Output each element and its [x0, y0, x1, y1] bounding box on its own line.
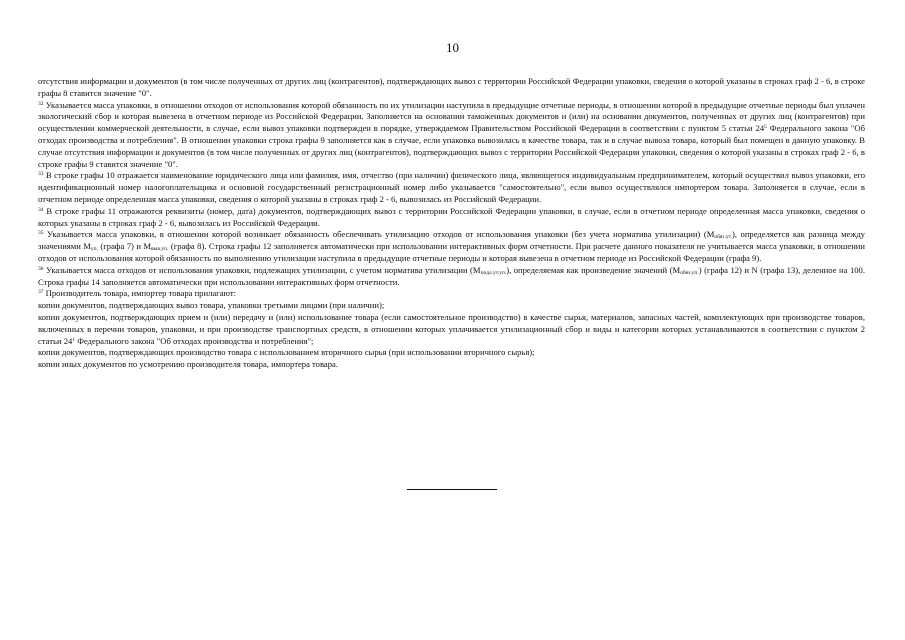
footnote-36: $^{36}$ Указывается масса отходов от использования упаковки, подлежащих утилизации, с учетом норматива утилизации $(М_{подл.ут.уп.})$, определяемая как произведение значений $(М_{обяз.уп.})$ (графа 12) и N (графа 13), деленное на 100. Строка графы 14 заполняется автоматически при использовании интерактивных форм отчетности. — [38, 264, 865, 287]
footnote-marker: 32 — [38, 100, 44, 107]
attachment-item: копии иных документов по усмотрению производителя товара, импортера товара. — [38, 359, 338, 370]
footnote-marker: 35 — [38, 230, 44, 237]
footnote-33: $^{33}$ В строке графы 10 отражается наименование юридического лица или фамилия, имя, отчество (при наличии) физического лица, являющегося индивидуальным предпринимателем, который осуществил вывоз упаковки, его идентификационный номер налогоплательщика и основной государственный регистрационный номер либо указывается "самостоятельно", если вывоз осуществлялся импортером товара. Заполняется в случае, если в отчетном периоде определенная масса упаковки, сведения о которой указаны в строках граф 2 - 6, вывозилась из Российской Федерации. — [38, 170, 865, 204]
page-number: 10 — [446, 40, 459, 55]
attachment-item: копии документов, подтверждающих прием и (или) передачу и (или) использование товара (если самостоятельное производство) в качестве сырья, материалов, запасных частей, комплектующих при производстве товаров, включенных в перечни товаров, упаковки, и при производстве транспортных средств, в отношении которых уплачивается утилизационный сбор и виды и категории которых устанавливаются в соответствии с пунктом 2 статьи $24^1$ Федерального закона "Об отходах производства и потребления"; — [38, 311, 865, 346]
end-rule — [407, 489, 497, 490]
paragraph-continuation: отсутствия информации и документов (в том числе полученных от других лиц (контрагентов), подтверждающих вывоз с территории Российской Федерации упаковки, сведения о которой указаны в строках граф 2 - 6, в строке графы 8 ставится значение "0". — [38, 76, 865, 98]
footnote-marker: 33 — [38, 171, 44, 178]
attachment-item: копии документов, подтверждающих производство товара с использованием вторичного сырья (при использовании вторичного сырья); — [38, 347, 535, 358]
footnote-37: $^{37}$ Производитель товара, импортер товара прилагают: — [38, 288, 236, 299]
footnote-34: $^{34}$ В строке графы 11 отражаются реквизиты (номер, дата) документов, подтверждающих вывоз с территории Российской Федерации упаковки, в случае, если в отчетном периоде определенная масса упаковки, сведения о которых указаны в строках граф 2 - 6, вывозилась из Российской Федерации. — [38, 205, 865, 228]
footnote-32: $^{32}$ Указывается масса упаковки, в отношении отходов от использования которой обязанность по их утилизации наступила в предыдущие отчетные периоды, в отношении которой в предыдущие отчетные периоды был уплачен экологический сбор и которая вывезена в отчетном периоде из Российской Федерации. Заполняется на основании таможенных документов и (или) на основании документов, полученных от других лиц (контрагентов) при осуществлении коммерческой деятельности, в случае, если вывоз упаковки подтвержден в порядке, утверждаемом Правительством Российской Федерации в соответствии с пунктом 5 статьи $24^5$ Федерального закона "Об отходах производства и потребления". В отношении упаковки строка графы 9 заполняется как в случае, если упаковка вывозилась в качестве товара, так и в случае вывоза товара, который был помещен в данную упаковку. В случае отсутствия информации и документов (в том числе полученных от других лиц (контрагентов), подтверждающих вывоз с территории Российской Федерации упаковки, сведения о которой указаны в строках граф 2 - 6, в строке графы 9 ставится значение "0". — [38, 99, 866, 169]
attachment-item: копии документов, подтверждающих вывоз товара, упаковки третьими лицами (при наличии); — [38, 300, 385, 311]
footnotes-body — [38, 76, 865, 371]
footnote-35: $^{35}$ Указывается масса упаковки, в отношении которой возникает обязанность обеспечивать утилизацию отходов от использования упаковки (без учета норматива утилизации) $(М_{обяз.ут.})$, определяется как разница между значениями $М_{уп.}$ (графа 7) и $М_{выв.уп.}$ (графа 8). Строка графы 12 заполняется автоматически при использовании интерактивных форм отчетности. При расчете данного показателя не учитывается масса упаковки, в отношении отходов от использования которой обязанность по выполнению утилизации наступила в предыдущие отчетные периоды и которая вывезена в отчетном периоде из Российской Федерации (графа 9). — [38, 229, 866, 263]
footnote-marker: 36 — [38, 265, 44, 272]
footnote-marker: 37 — [38, 289, 44, 296]
footnote-marker: 34 — [38, 206, 44, 213]
